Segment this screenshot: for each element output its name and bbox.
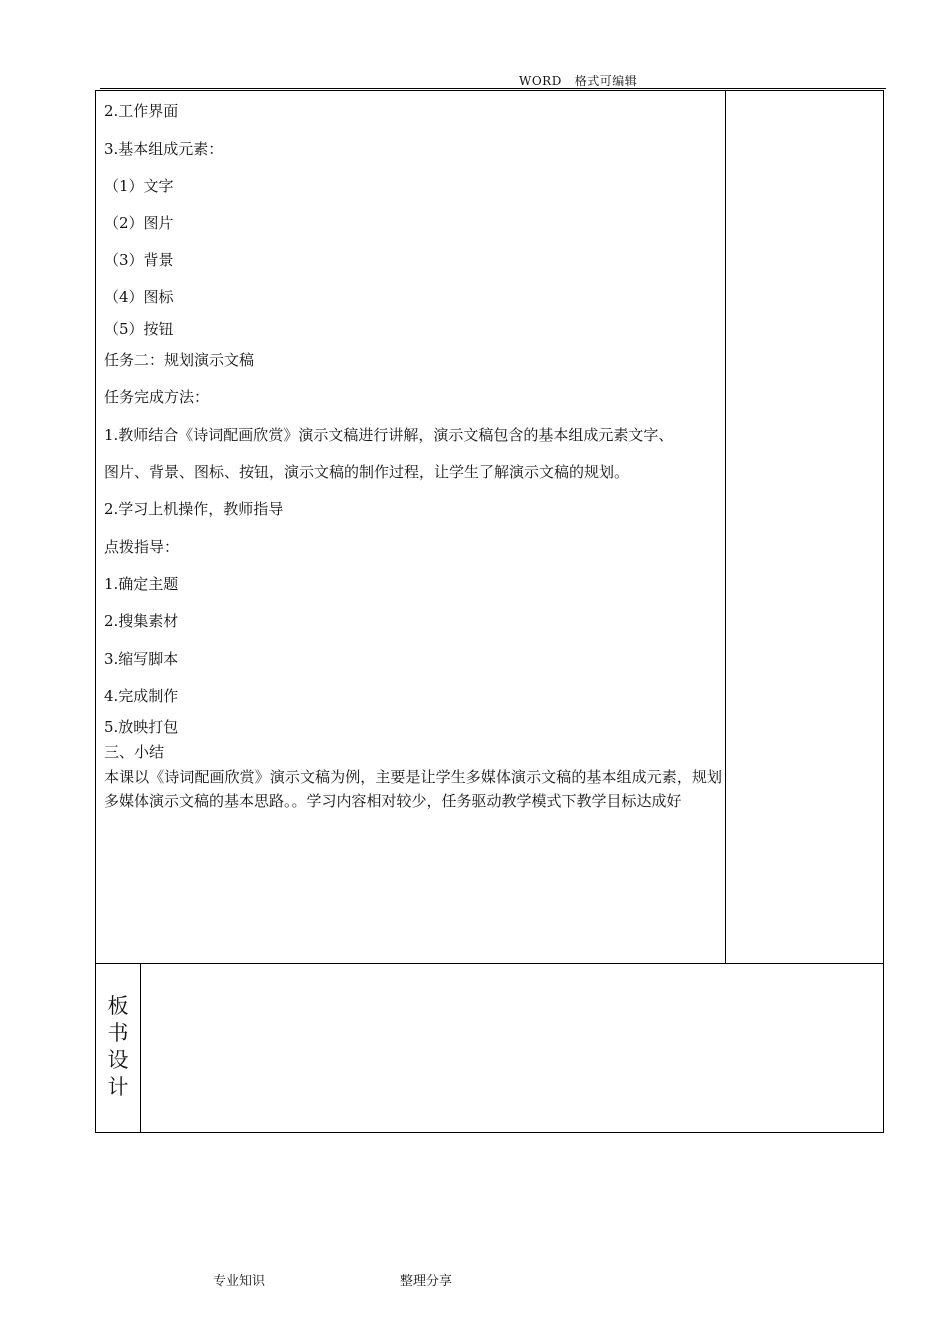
content-line: 1.确定主题 bbox=[104, 575, 179, 593]
content-line: 三、小结 bbox=[104, 743, 165, 761]
board-design-label bbox=[100, 993, 136, 1101]
summary-paragraph: 本课以《诗词配画欣赏》演示文稿为例，主要是让学生多媒体演示文稿的基本组成元素，规划多媒体演示文稿的基本思路。。学习内容相对较少，任务驱动教学模式下教学目标达成好 bbox=[104, 768, 722, 810]
footer-left: 专业知识 bbox=[213, 1274, 266, 1289]
content-line: （4）图标 bbox=[104, 288, 174, 306]
board-label-char: 板 bbox=[107, 994, 129, 1018]
content-line: （2）图片 bbox=[104, 214, 174, 232]
content-line: 4.完成制作 bbox=[104, 687, 179, 705]
content-line: （5）按钮 bbox=[104, 320, 174, 338]
content-line: 图片、背景、图标、按钮，演示文稿的制作过程，让学生了解演示文稿的规划。 bbox=[104, 463, 630, 481]
content-line: 2.搜集素材 bbox=[104, 612, 179, 630]
lesson-table bbox=[95, 90, 884, 1133]
content-line: 3.缩写脚本 bbox=[104, 650, 179, 668]
footer-right: 整理分享 bbox=[400, 1274, 453, 1289]
board-label-char: 设 bbox=[107, 1048, 129, 1072]
content-line: 2.工作界面 bbox=[104, 102, 179, 120]
content-line: 2.学习上机操作，教师指导 bbox=[104, 500, 284, 518]
content-line: 1.教师结合《诗词配画欣赏》演示文稿进行讲解，演示文稿包含的基本组成元素文字、 bbox=[104, 426, 674, 444]
content-line: 3.基本组成元素： bbox=[104, 140, 224, 158]
header-rule bbox=[100, 88, 886, 89]
content-line: （3）背景 bbox=[104, 251, 174, 269]
board-label-char: 计 bbox=[107, 1075, 129, 1099]
content-line: 点拨指导： bbox=[104, 538, 180, 556]
content-line: （1）文字 bbox=[104, 177, 174, 195]
page-header: WORD 格式可编辑 bbox=[519, 74, 638, 88]
table-row-divider bbox=[95, 963, 884, 964]
board-label-divider bbox=[140, 963, 141, 1133]
table-column-divider bbox=[725, 90, 726, 963]
content-line: 任务完成方法： bbox=[104, 388, 210, 406]
content-line: 5.放映打包 bbox=[104, 718, 179, 736]
board-label-char: 书 bbox=[107, 1021, 129, 1045]
content-line: 任务二：规划演示文稿 bbox=[104, 351, 255, 369]
